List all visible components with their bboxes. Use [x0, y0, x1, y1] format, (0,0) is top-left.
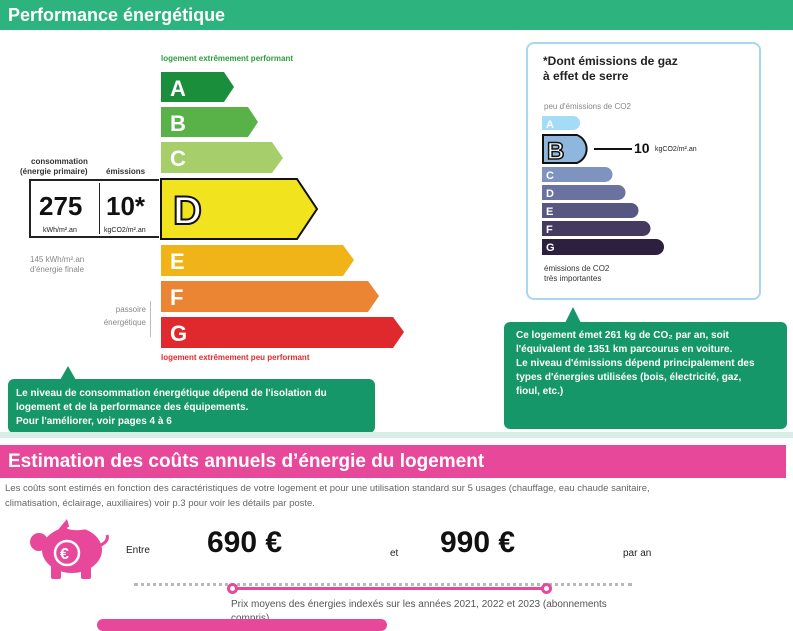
next-section-tab	[97, 619, 387, 631]
svg-text:E: E	[170, 249, 185, 274]
cost-range-max-knob	[541, 583, 552, 594]
svg-text:F: F	[546, 224, 553, 236]
cost-range-min-knob	[227, 583, 238, 594]
svg-text:D: D	[546, 188, 554, 200]
final-energy-label: 145 kWh/m².an d'énergie finale	[30, 255, 85, 274]
svg-text:A: A	[546, 119, 554, 131]
dpe-band-c	[161, 142, 283, 173]
ges-note: Ce logement émet 261 kg de CO₂ par an, soit l'équivalent de 1351 km parcourus en voiture. Le niveau d'émissions dépend principalement des types d'énergies utilisées (bois, électricité, gaz, fioul, etc.)	[504, 322, 787, 429]
svg-text:A: A	[170, 76, 186, 101]
passoire-label: passoire énergétique	[103, 305, 146, 327]
dpe-bottom-label: logement extrêmement peu performant	[161, 353, 310, 362]
svg-text:E: E	[546, 206, 554, 218]
bubble-left-pointer	[60, 366, 76, 380]
ges-pointer-line	[594, 148, 632, 150]
dpe-band-f	[161, 281, 379, 312]
ges-band-g	[542, 239, 664, 255]
emissions-unit: kgCO2/m².an	[104, 227, 146, 234]
svg-text:B: B	[170, 111, 186, 136]
ges-band-f	[542, 221, 651, 236]
dpe-scale	[160, 70, 410, 350]
dpe-section-title: Performance énergétique	[0, 0, 793, 30]
svg-text:C: C	[546, 170, 554, 182]
between-label: Entre	[126, 545, 150, 556]
svg-text:B: B	[547, 138, 565, 165]
conso-label: consommation (énergie primaire)	[20, 157, 88, 176]
costs-description: Les coûts sont estimés en fonction des caractéristiques de votre logement et pour une utilisation standard sur 5 usages (chauffage, eau chaude sanitaire, climatisation, éclairage, auxiliaires) voir p.3 pour voir les détails par poste.	[5, 483, 650, 509]
cost-scale-dotted	[134, 583, 632, 586]
ges-title: *Dont émissions de gaz à effet de serre	[543, 54, 678, 83]
bubble-right-pointer	[565, 307, 581, 323]
consumption-note: Le niveau de consommation énergétique dépend de l'isolation du logement et de la performance des équipements. Pour l'améliorer, voir pages 4 à 6	[8, 379, 375, 433]
conso-value: 275	[39, 191, 83, 221]
ges-bottom-label: émissions de CO2 très importantes	[544, 264, 610, 283]
ges-top-label: peu d'émissions de CO2	[544, 102, 631, 111]
svg-text:F: F	[170, 285, 184, 310]
ges-scale	[540, 114, 670, 259]
piggy-bank-euro-icon	[27, 515, 109, 585]
dpe-band-g	[161, 317, 404, 348]
section-separator	[0, 432, 793, 438]
passoire-divider	[150, 301, 151, 337]
conso-unit: kWh/m².an	[43, 227, 77, 234]
and-label: et	[390, 548, 399, 559]
svg-text:€: €	[60, 546, 69, 563]
consumption-divider	[99, 183, 100, 234]
costs-note: Prix moyens des énergies indexés sur les années 2021, 2022 et 2023 (abonnements	[231, 599, 607, 610]
per-year-label: par an	[623, 548, 652, 559]
dpe-band-b	[161, 107, 258, 137]
ges-band-a	[542, 116, 580, 131]
cost-range-line	[233, 587, 547, 590]
svg-text:G: G	[546, 242, 555, 254]
ges-band-d	[542, 185, 626, 200]
svg-text:G: G	[170, 321, 188, 346]
costs-section-title: Estimation des coûts annuels d’énergie du logement	[0, 445, 786, 478]
high-cost-value: 990 €	[440, 526, 516, 559]
svg-text:D: D	[173, 189, 202, 233]
dpe-band-a	[161, 72, 234, 102]
ges-unit: kgCO2/m².an	[655, 146, 697, 153]
dpe-band-d	[161, 179, 317, 239]
emissions-label: émissions	[106, 167, 146, 176]
ges-band-e	[542, 203, 639, 218]
ges-band-b	[543, 135, 587, 165]
low-cost-value: 690 €	[207, 526, 283, 559]
dpe-band-e	[161, 245, 354, 276]
svg-text:C: C	[170, 146, 186, 171]
dpe-top-label: logement extrêmement performant	[161, 54, 294, 63]
ges-value: 10	[634, 140, 650, 156]
ges-band-c	[542, 167, 613, 182]
emissions-value: 10*	[106, 191, 146, 221]
